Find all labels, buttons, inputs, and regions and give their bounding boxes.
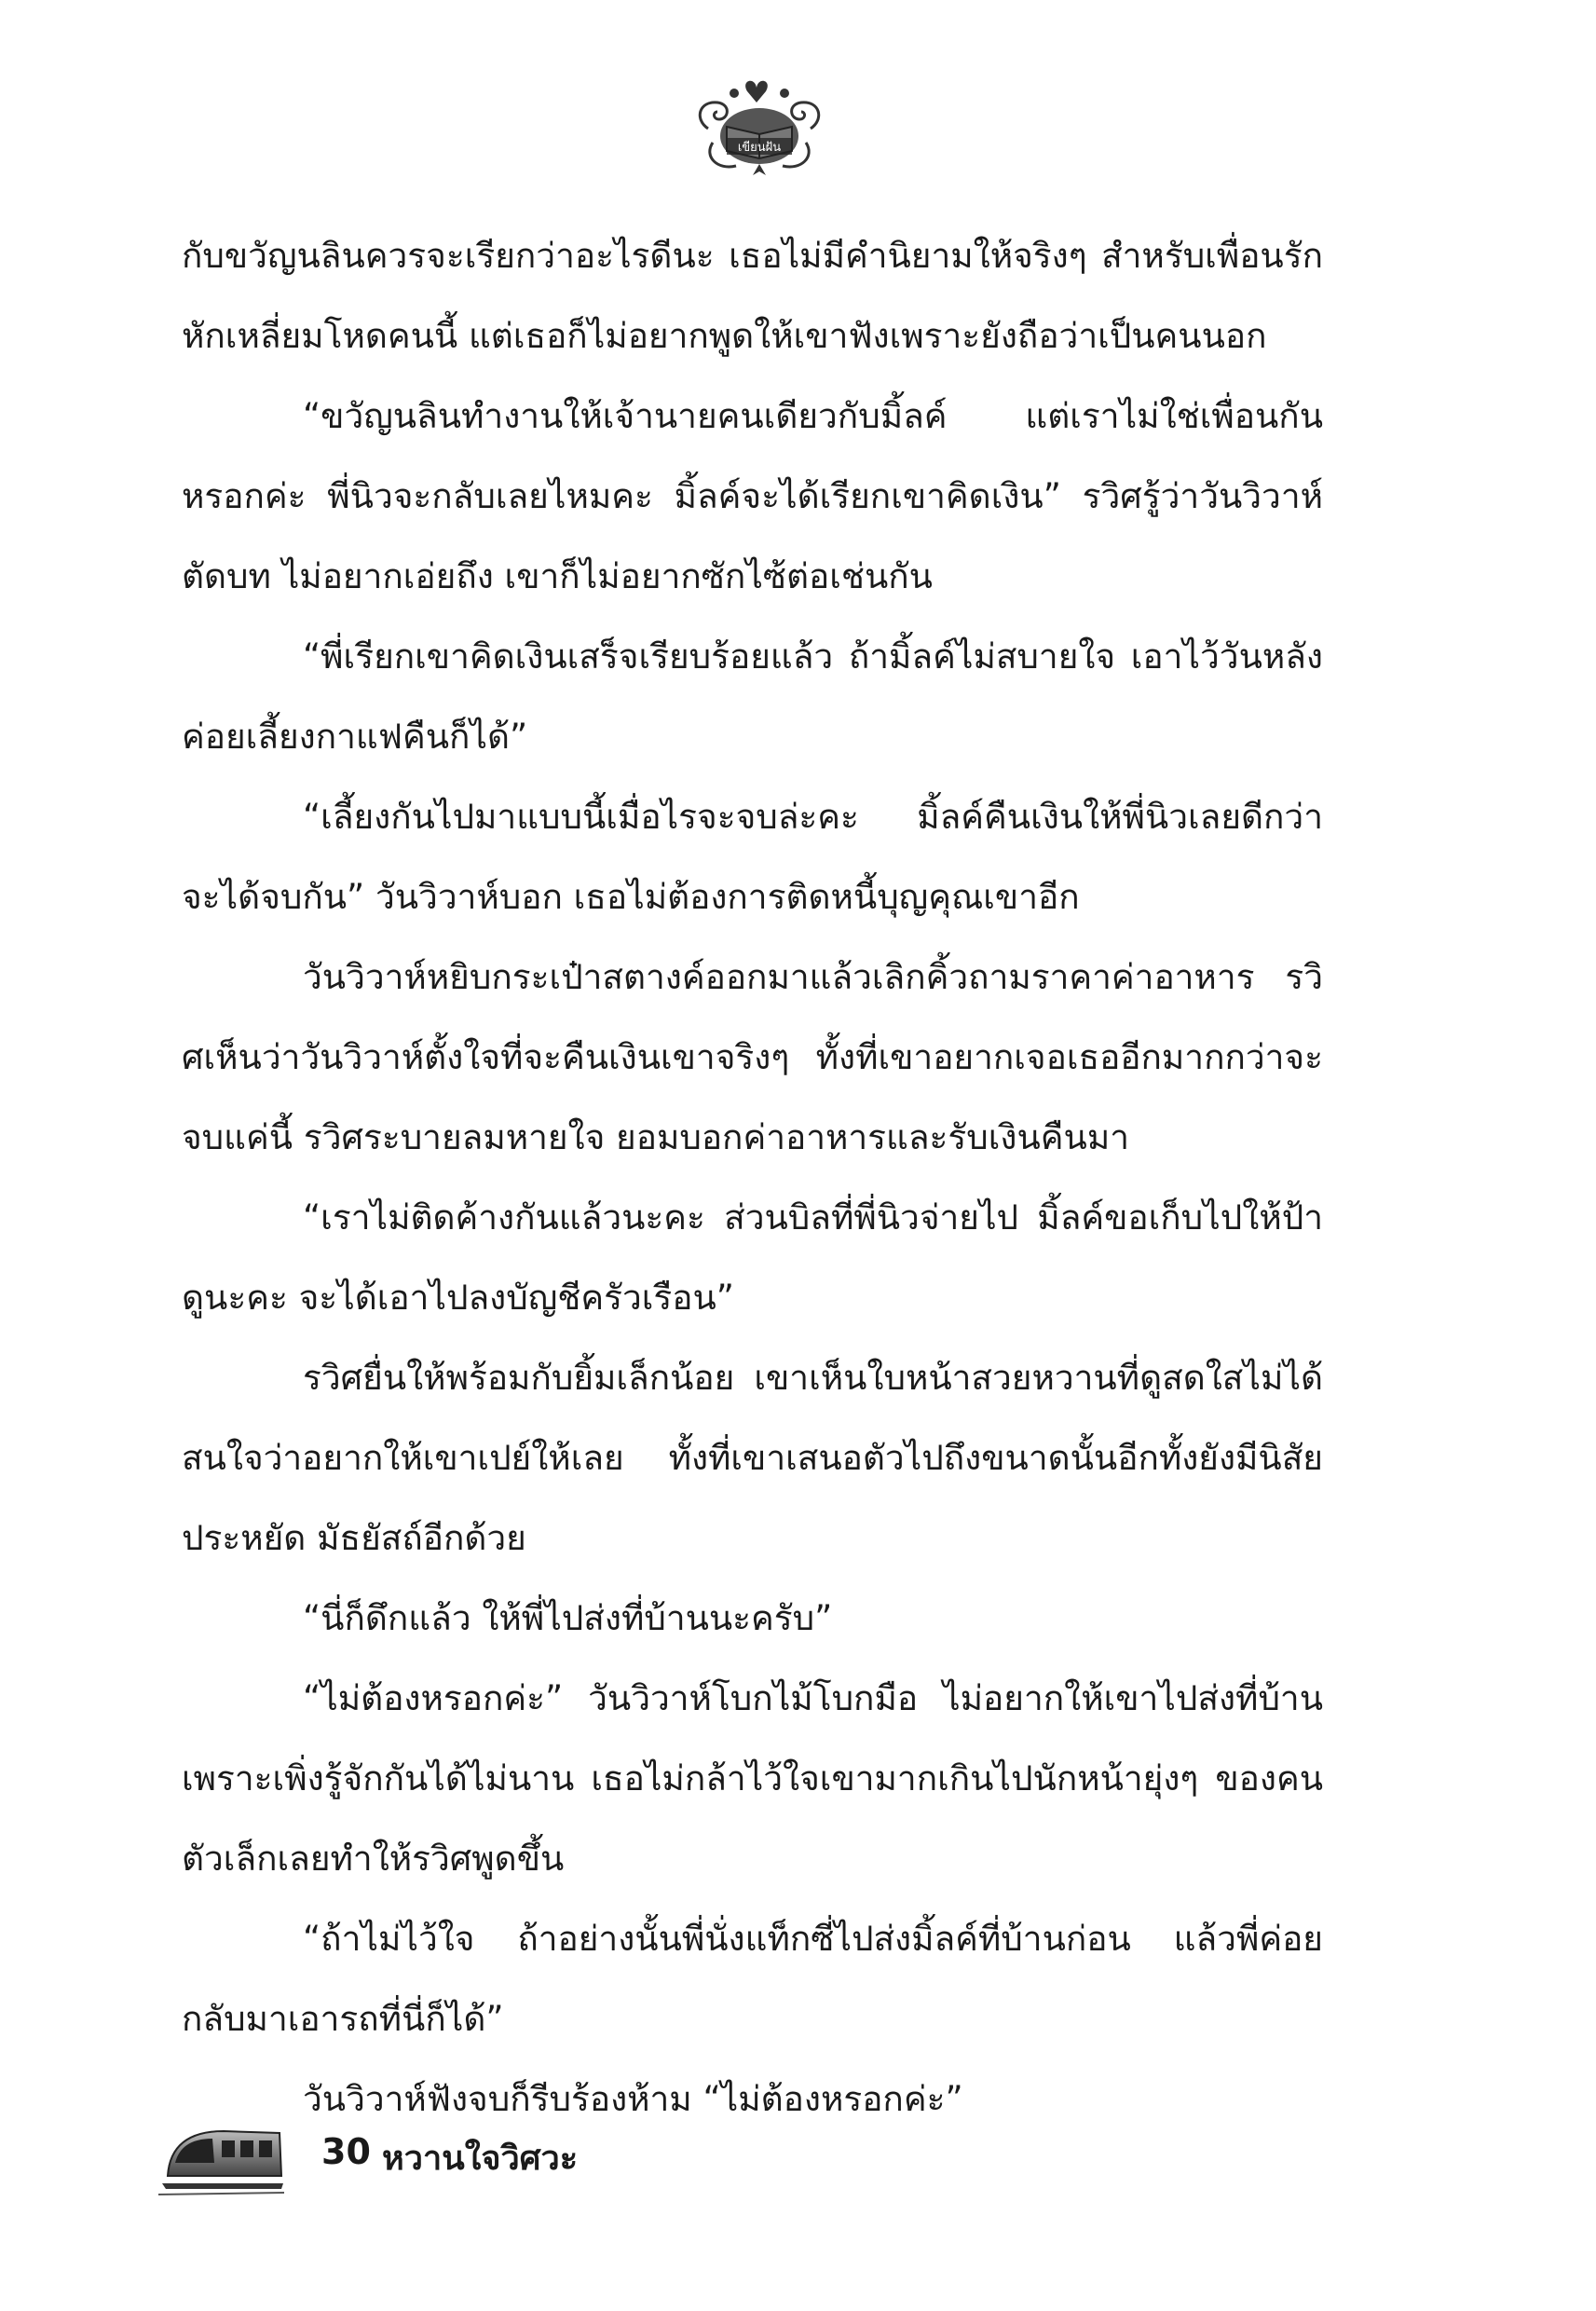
paragraph: กับขวัญนลินควรจะเรียกว่าอะไรดีนะ เธอไม่มีคำนิยามให้จริงๆ สำหรับเพื่อนรักหักเหลี่ยมโหดคนนี้ แต่เธอก็ไม่อยากพูดให้เขาฟังเพราะยังถือว่าเป็นคนนอก — [182, 236, 1323, 356]
train-icon — [158, 2111, 284, 2199]
paragraph: รวิศยื่นให้พร้อมกับยิ้มเล็กน้อย เขาเห็นใบหน้าสวยหวานที่ดูสดใสไม่ได้สนใจว่าอยากให้เขาเปย์ให้เลย ทั้งที่เขาเสนอตัวไปถึงขนาดนั้นอีกทั้งยังมีนิสัยประหยัด มัธยัสถ์อีกด้วย — [182, 1358, 1323, 1558]
book-title: หวานใจวิศวะ — [382, 2140, 579, 2178]
paragraph: “ไม่ต้องหรอกค่ะ” วันวิวาห์โบกไม้โบกมือ ไม่อยากให้เขาไปส่งที่บ้าน เพราะเพิ่งรู้จักกันได้ไม่นาน เธอไม่กล้าไว้ใจเขามากเกินไปนักหน้ายุ่งๆ ของคนตัวเล็กเลยทำให้รวิศพูดขึ้น — [182, 1678, 1323, 1879]
paragraph: “ถ้าไม่ไว้ใจ ถ้าอย่างนั้นพี่นั่งแท็กซี่ไปส่งมิ้ลค์ที่บ้านก่อน แล้วพี่ค่อยกลับมาเอารถที่นี่ก็ได้” — [182, 1919, 1323, 2039]
paragraph: “พี่เรียกเขาคิดเงินเสร็จเรียบร้อยแล้ว ถ้ามิ้ลค์ไม่สบายใจ เอาไว้วันหลังค่อยเลี้ยงกาแฟคืนก็ได้” — [182, 636, 1323, 757]
paragraph: วันวิวาห์ฟังจบก็รีบร้องห้าม “ไม่ต้องหรอกค่ะ” — [303, 2079, 963, 2119]
paragraph: “ขวัญนลินทำงานให้เจ้านายคนเดียวกับมิ้ลค์ แต่เราไม่ใช่เพื่อนกันหรอกค่ะ พี่นิวจะกลับเลยไหมคะ มิ้ลค์จะได้เรียกเขาคิดเงิน” รวิศรู้ว่าวันวิวาห์ตัดบท ไม่อยากเอ่ยถึง เขาก็ไม่อยากซักไซ้ต่อเช่นกัน — [182, 396, 1323, 596]
paragraph: “นี่ก็ดึกแล้ว ให้พี่ไปส่งที่บ้านนะครับ” — [303, 1598, 833, 1638]
paragraph: “เราไม่ติดค้างกันแล้วนะคะ ส่วนบิลที่พี่นิวจ่ายไป มิ้ลค์ขอเก็บไปให้ป้าดูนะคะ จะได้เอาไปลงบัญชีครัวเรือน” — [182, 1197, 1323, 1318]
paragraph: “เลี้ยงกันไปมาแบบนี้เมื่อไรจะจบล่ะคะ มิ้ลค์คืนเงินให้พี่นิวเลยดีกว่า จะได้จบกัน” วันวิวาห์บอก เธอไม่ต้องการติดหนี้บุญคุณเขาอีก — [182, 797, 1323, 917]
page-number: 30 — [321, 2131, 371, 2172]
page-footer — [158, 2111, 811, 2204]
logo-text: เขียนฝัน — [737, 141, 782, 155]
book-ornament-icon — [689, 73, 829, 185]
body-text — [182, 216, 1323, 2140]
paragraph: วันวิวาห์หยิบกระเป๋าสตางค์ออกมาแล้วเลิกคิ้วถามราคาค่าอาหาร รวิศเห็นว่าวันวิวาห์ตั้งใจที่จะคืนเงินเขาจริงๆ ทั้งที่เขาอยากเจอเธออีกมากกว่าจะจบแค่นี้ รวิศระบายลมหายใจ ยอมบอกค่าอาหารและรับเงินคืนมา — [182, 957, 1323, 1157]
